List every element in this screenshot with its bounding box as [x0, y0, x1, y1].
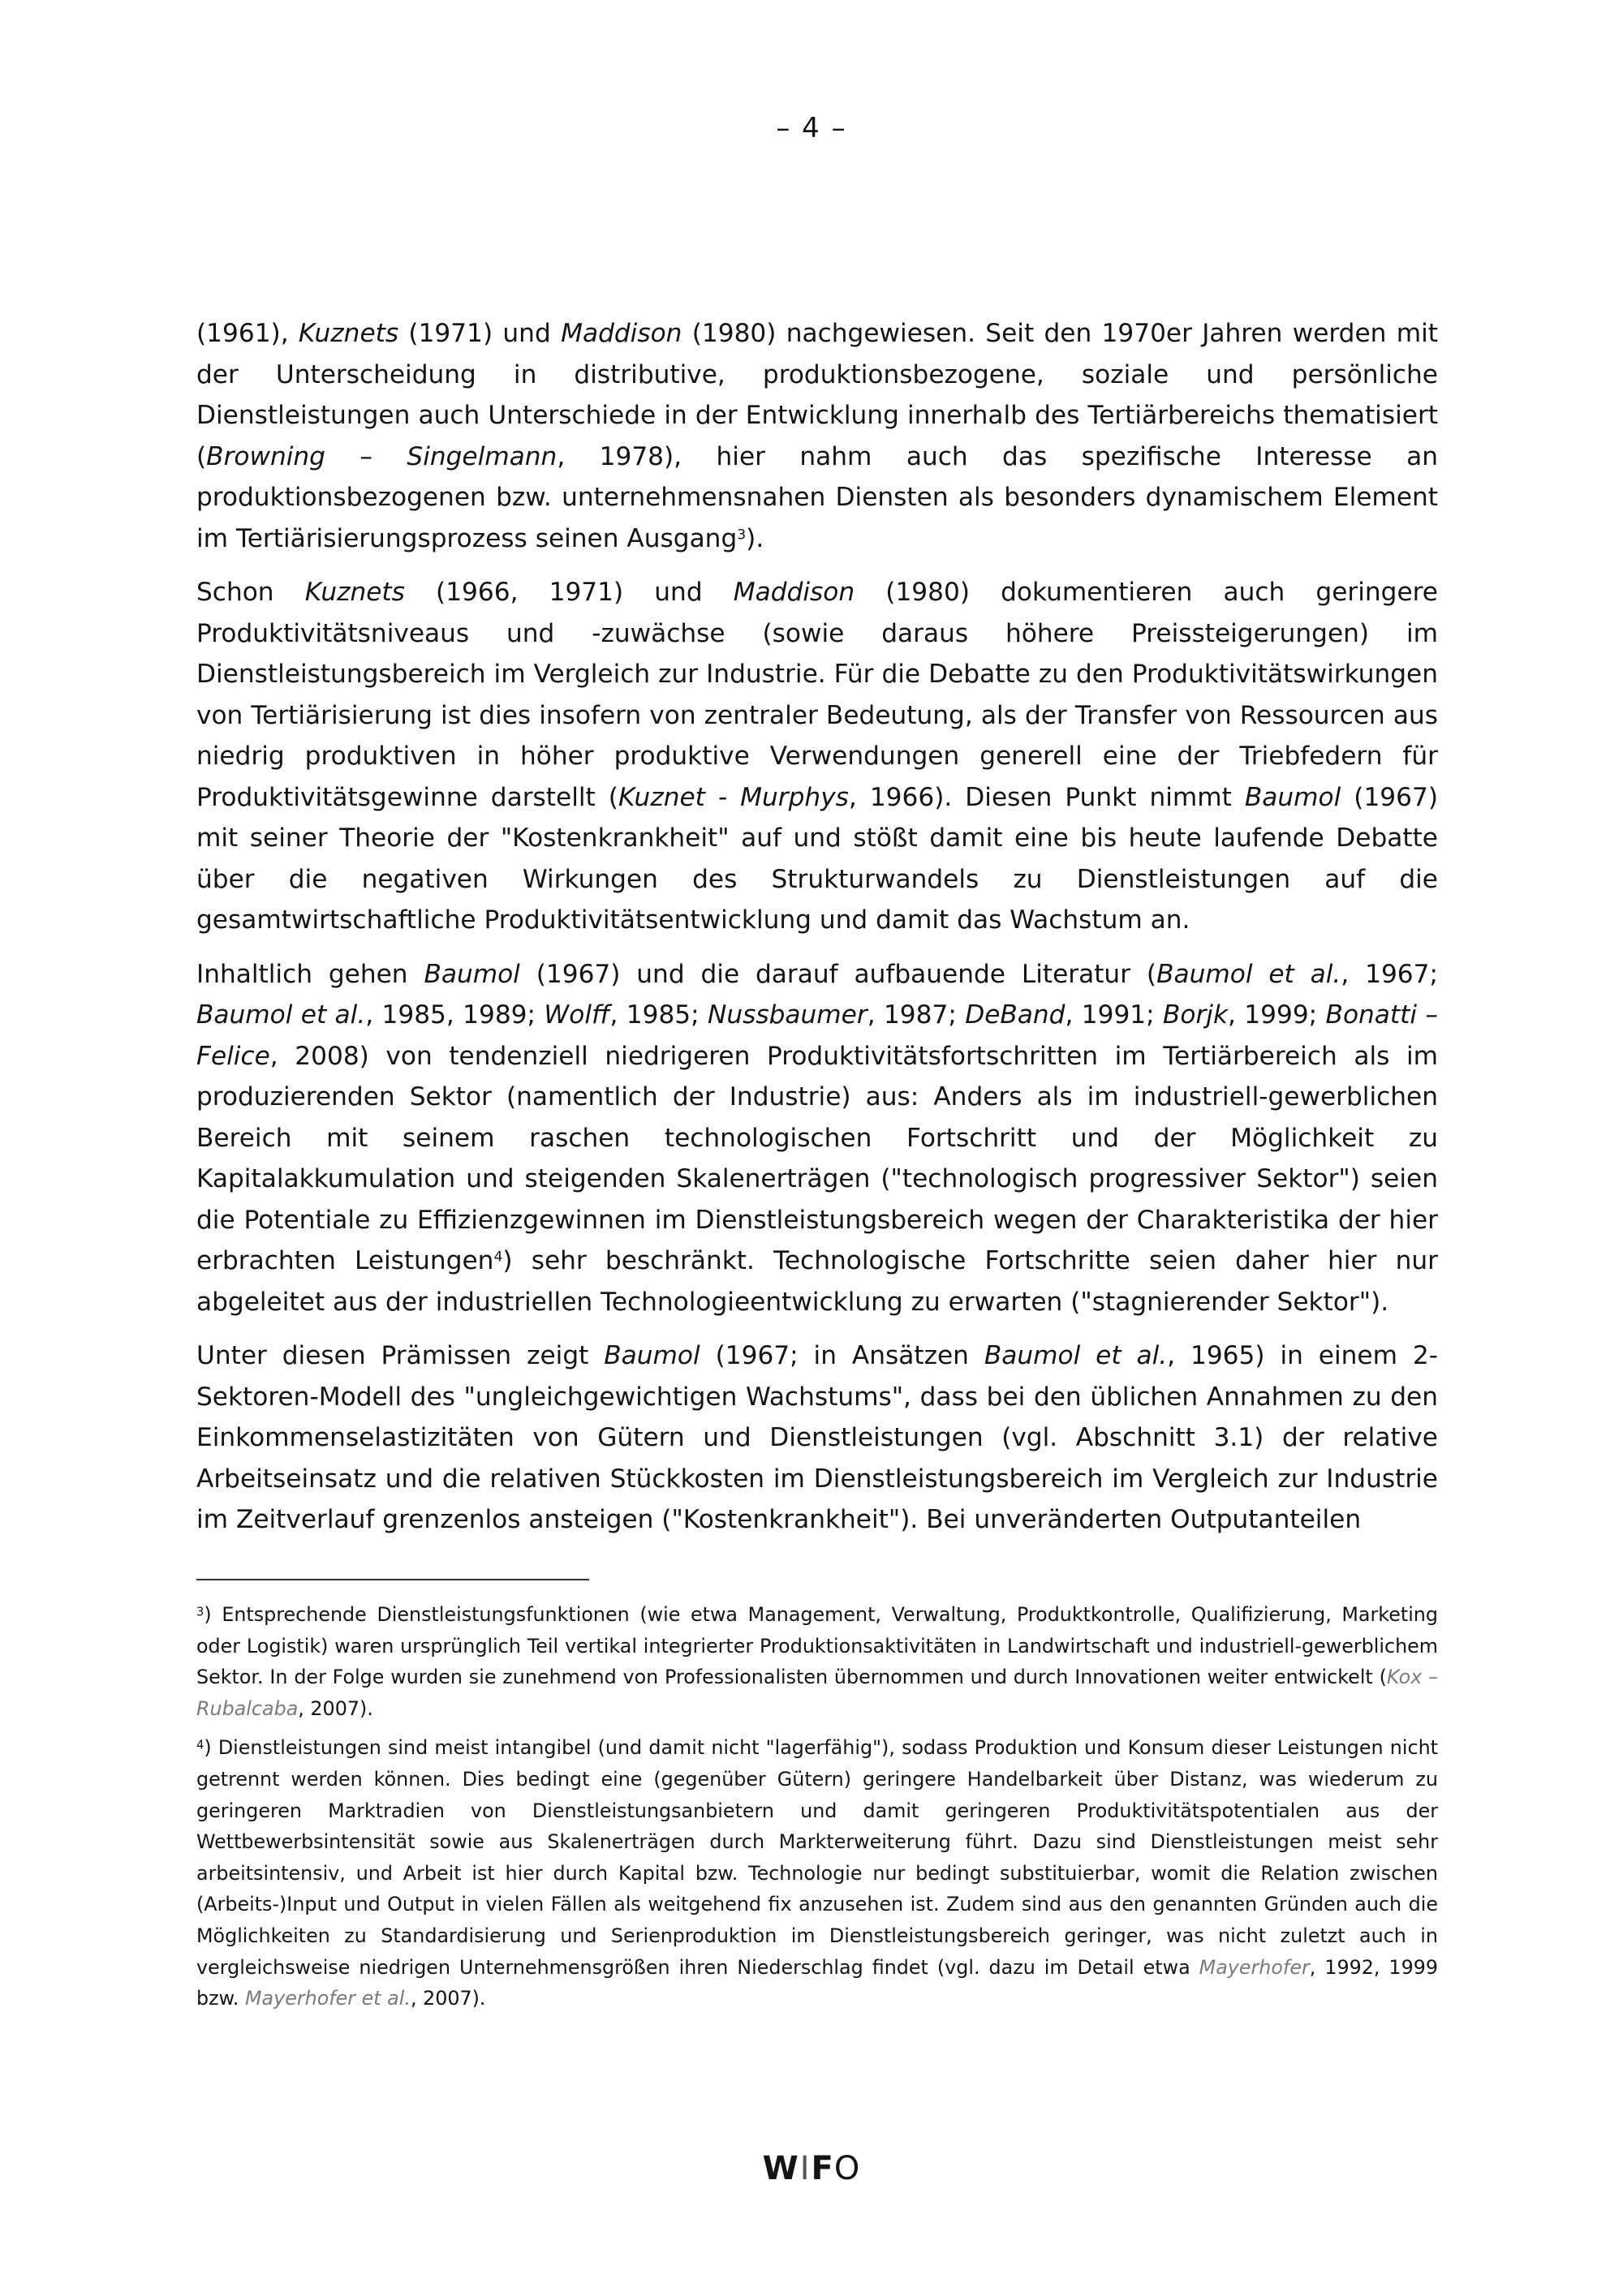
reference-link[interactable]: Mayerhofer	[1199, 1955, 1310, 1979]
footnote-divider	[196, 1579, 589, 1580]
footnotes	[196, 1599, 1438, 2023]
wifo-logo: WIFO	[762, 2150, 861, 2187]
footnote-4: $^4$) Dienstleistungen sind meist intangibel (und damit nicht "lagerfähig"), sodass Produktion und Konsum dieser Leistungen nicht getrennt werden können. Dies bedingt eine (gegenüber Gütern) geringere Handelbarkeit über Distanz, was wiederum zu geringeren Marktradien von Dienstleistungsanbietern und damit geringeren Produktivitätspotentialen aus der Wettbewerbsintensität sowie aus Skalenerträgen durch Markterweiterung führt. Dazu sind Dienstleistungen meist sehr arbeitsintensiv, und Arbeit ist hier durch Kapital bzw. Technologie nur bedingt substituierbar, womit die Relation zwischen (Arbeits-)Input und Output in vielen Fällen als weitgehend fix anzusehen ist. Zudem sind aus den genannten Gründen auch die Möglichkeiten zu Standardisierung und Serienproduktion im Dienstleistungsbereich geringer, was nicht zuletzt auch in vergleichsweise niedrigen Unternehmensgrößen ihren Niederschlag findet (vgl. dazu im Detail etwa Mayerhofer, 1992, 1999 bzw. Mayerhofer et al., 2007).	[196, 1736, 1438, 2010]
paragraph-3: Inhaltlich gehen Baumol (1967) und die darauf aufbauende Literatur (Baumol et al., 1967; Baumol et al., 1985, 1989; Wolff, 1985; Nussbaumer, 1987; DeBand, 1991; Borjk, 1999; Bonatti – Felice, 2008) von tendenziell niedrigeren Produktivitätsfortschritten im Tertiärbereich als im produzierenden Sektor (namentlich der Industrie) aus: Anders als im industriell-gewerblichen Bereich mit seinem raschen technologischen Fortschritt und der Möglichkeit zu Kapitalakkumulation und steigenden Skalenerträgen ("technologisch progressiver Sektor") seien die Potentiale zu Effizienzgewinnen im Dienstleistungsbereich wegen der Charakteristika der hier erbrachten Leistungen$^4$) sehr beschränkt. Technologische Fortschritte seien daher hier nur abgeleitet aus der industriellen Technologieentwicklung zu erwarten ("stagnierender Sektor").	[196, 959, 1438, 1317]
footnote-number: 3	[196, 1605, 204, 1619]
page-number: – 4 –	[776, 112, 847, 144]
footnote-ref-4[interactable]: 4	[493, 1249, 503, 1266]
paragraph-1: (1961), Kuznets (1971) und Maddison (1980) nachgewiesen. Seit den 1970er Jahren werden mit der Unterscheidung in distributive, produktionsbezogene, soziale und persönliche Dienstleistungen auch Unterschiede in der Entwicklung innerhalb des Tertiärbereichs thematisiert (Browning – Singelmann, 1978), hier nahm auch das spezifische Interesse an produktionsbezogenen bzw. unternehmensnahen Diensten als besonders dynamischem Element im Tertiärisierungsprozess seinen Ausgang$^3$).	[196, 319, 1438, 553]
footnote-3: $^3$) Entsprechende Dienstleistungsfunktionen (wie etwa Management, Verwaltung, Produktkontrolle, Qualifizierung, Marketing oder Logistik) waren ursprünglich Teil vertikal integrierter Produktionsaktivitäten in Landwirtschaft und industriell-gewerblichem Sektor. In der Folge wurden sie zunehmend von Professionalisten übernommen und durch Innovationen weiter entwickelt (Kox – Rubalcaba, 2007).	[196, 1603, 1438, 1720]
reference-link[interactable]: Mayerhofer et al.	[245, 1987, 411, 2010]
body-text	[196, 313, 1438, 1554]
paragraph-2: Schon Kuznets (1966, 1971) und Maddison (1980) dokumentieren auch geringere Produktivitätsniveaus und -zuwächse (sowie daraus höhere Preissteigerungen) im Dienstleistungsbereich im Vergleich zur Industrie. Für die Debatte zu den Produktivitätswirkungen von Tertiärisierung ist dies insofern von zentraler Bedeutung, als der Transfer von Ressourcen aus niedrig produktiven in höher produktive Verwendungen generell eine der Triebfedern für Produktivitätsgewinne darstellt (Kuznet - Murphys, 1966). Diesen Punkt nimmt Baumol (1967) mit seiner Theorie der "Kostenkrankheit" auf und stößt damit eine bis heute laufende Debatte über die negativen Wirkungen des Strukturwandels zu Dienstleistungen auf die gesamtwirtschaftliche Produktivitätsentwicklung und damit das Wachstum an.	[196, 578, 1438, 935]
reference-link[interactable]: Kox – Rubalcaba	[196, 1666, 1438, 1720]
footnote-number: 4	[196, 1738, 204, 1752]
paragraph-4: Unter diesen Prämissen zeigt Baumol (1967; in Ansätzen Baumol et al., 1965) in einem 2-Sektoren-Modell des "ungleichgewichtigen Wachstums", dass bei den üblichen Annahmen zu den Einkommenselastizitäten von Gütern und Dienstleistungen (vgl. Abschnitt 3.1) der relative Arbeitseinsatz und die relativen Stückkosten im Dienstleistungsbereich im Vergleich zur Industrie im Zeitverlauf grenzenlos ansteigen ("Kostenkrankheit"). Bei unveränderten Outputanteilen	[196, 1341, 1438, 1534]
footnote-ref-3[interactable]: 3	[737, 527, 747, 544]
